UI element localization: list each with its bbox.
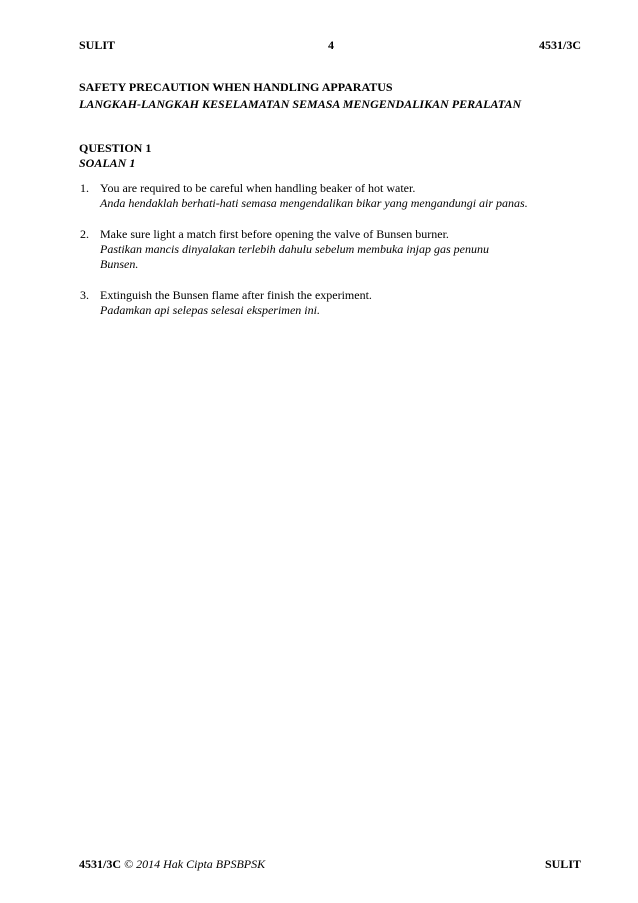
- footer-paper-code: 4531/3C: [79, 857, 121, 871]
- list-item-english: Extinguish the Bunsen flame after finish the experiment.: [100, 288, 372, 302]
- list-item: [80, 227, 580, 272]
- footer-copyright: © 2014 Hak Cipta BPSBPSK: [124, 857, 266, 871]
- question-heading-malay: SOALAN 1: [79, 156, 136, 170]
- page-footer: [79, 857, 581, 873]
- footer-classification: SULIT: [544, 857, 581, 871]
- section-title-malay: LANGKAH-LANGKAH KESELAMATAN SEMASA MENGENDALIKAN PERALATAN: [79, 97, 522, 111]
- header-classification: SULIT: [79, 38, 116, 52]
- list-item-number: 2.: [80, 227, 89, 241]
- list-item: [80, 181, 580, 211]
- header-paper-code: 4531/3C: [539, 38, 581, 52]
- list-item-number: 3.: [80, 288, 89, 302]
- question-heading: [79, 141, 151, 171]
- list-item-malay: Padamkan api selepas selesai eksperimen ini.: [100, 303, 320, 317]
- list-item-number: 1.: [80, 181, 89, 195]
- page-number: 4: [328, 38, 334, 52]
- precaution-list: [80, 181, 580, 318]
- page-header: [79, 38, 581, 54]
- list-item-malay: Anda hendaklah berhati-hati semasa mengendalikan bikar yang mengandungi air panas.: [100, 196, 528, 210]
- section-title: [79, 79, 589, 113]
- list-item-english: You are required to be careful when handling beaker of hot water.: [100, 181, 416, 195]
- list-item-english: Make sure light a match first before opening the valve of Bunsen burner.: [100, 227, 449, 241]
- question-heading-english: QUESTION 1: [79, 141, 152, 155]
- footer-copyright-line: [79, 857, 265, 872]
- list-item: [80, 288, 580, 318]
- list-item-malay: Pastikan mancis dinyalakan terlebih dahulu sebelum membuka injap gas penunu Bunsen.: [100, 242, 489, 271]
- section-title-english: SAFETY PRECAUTION WHEN HANDLING APPARATUS: [79, 80, 393, 94]
